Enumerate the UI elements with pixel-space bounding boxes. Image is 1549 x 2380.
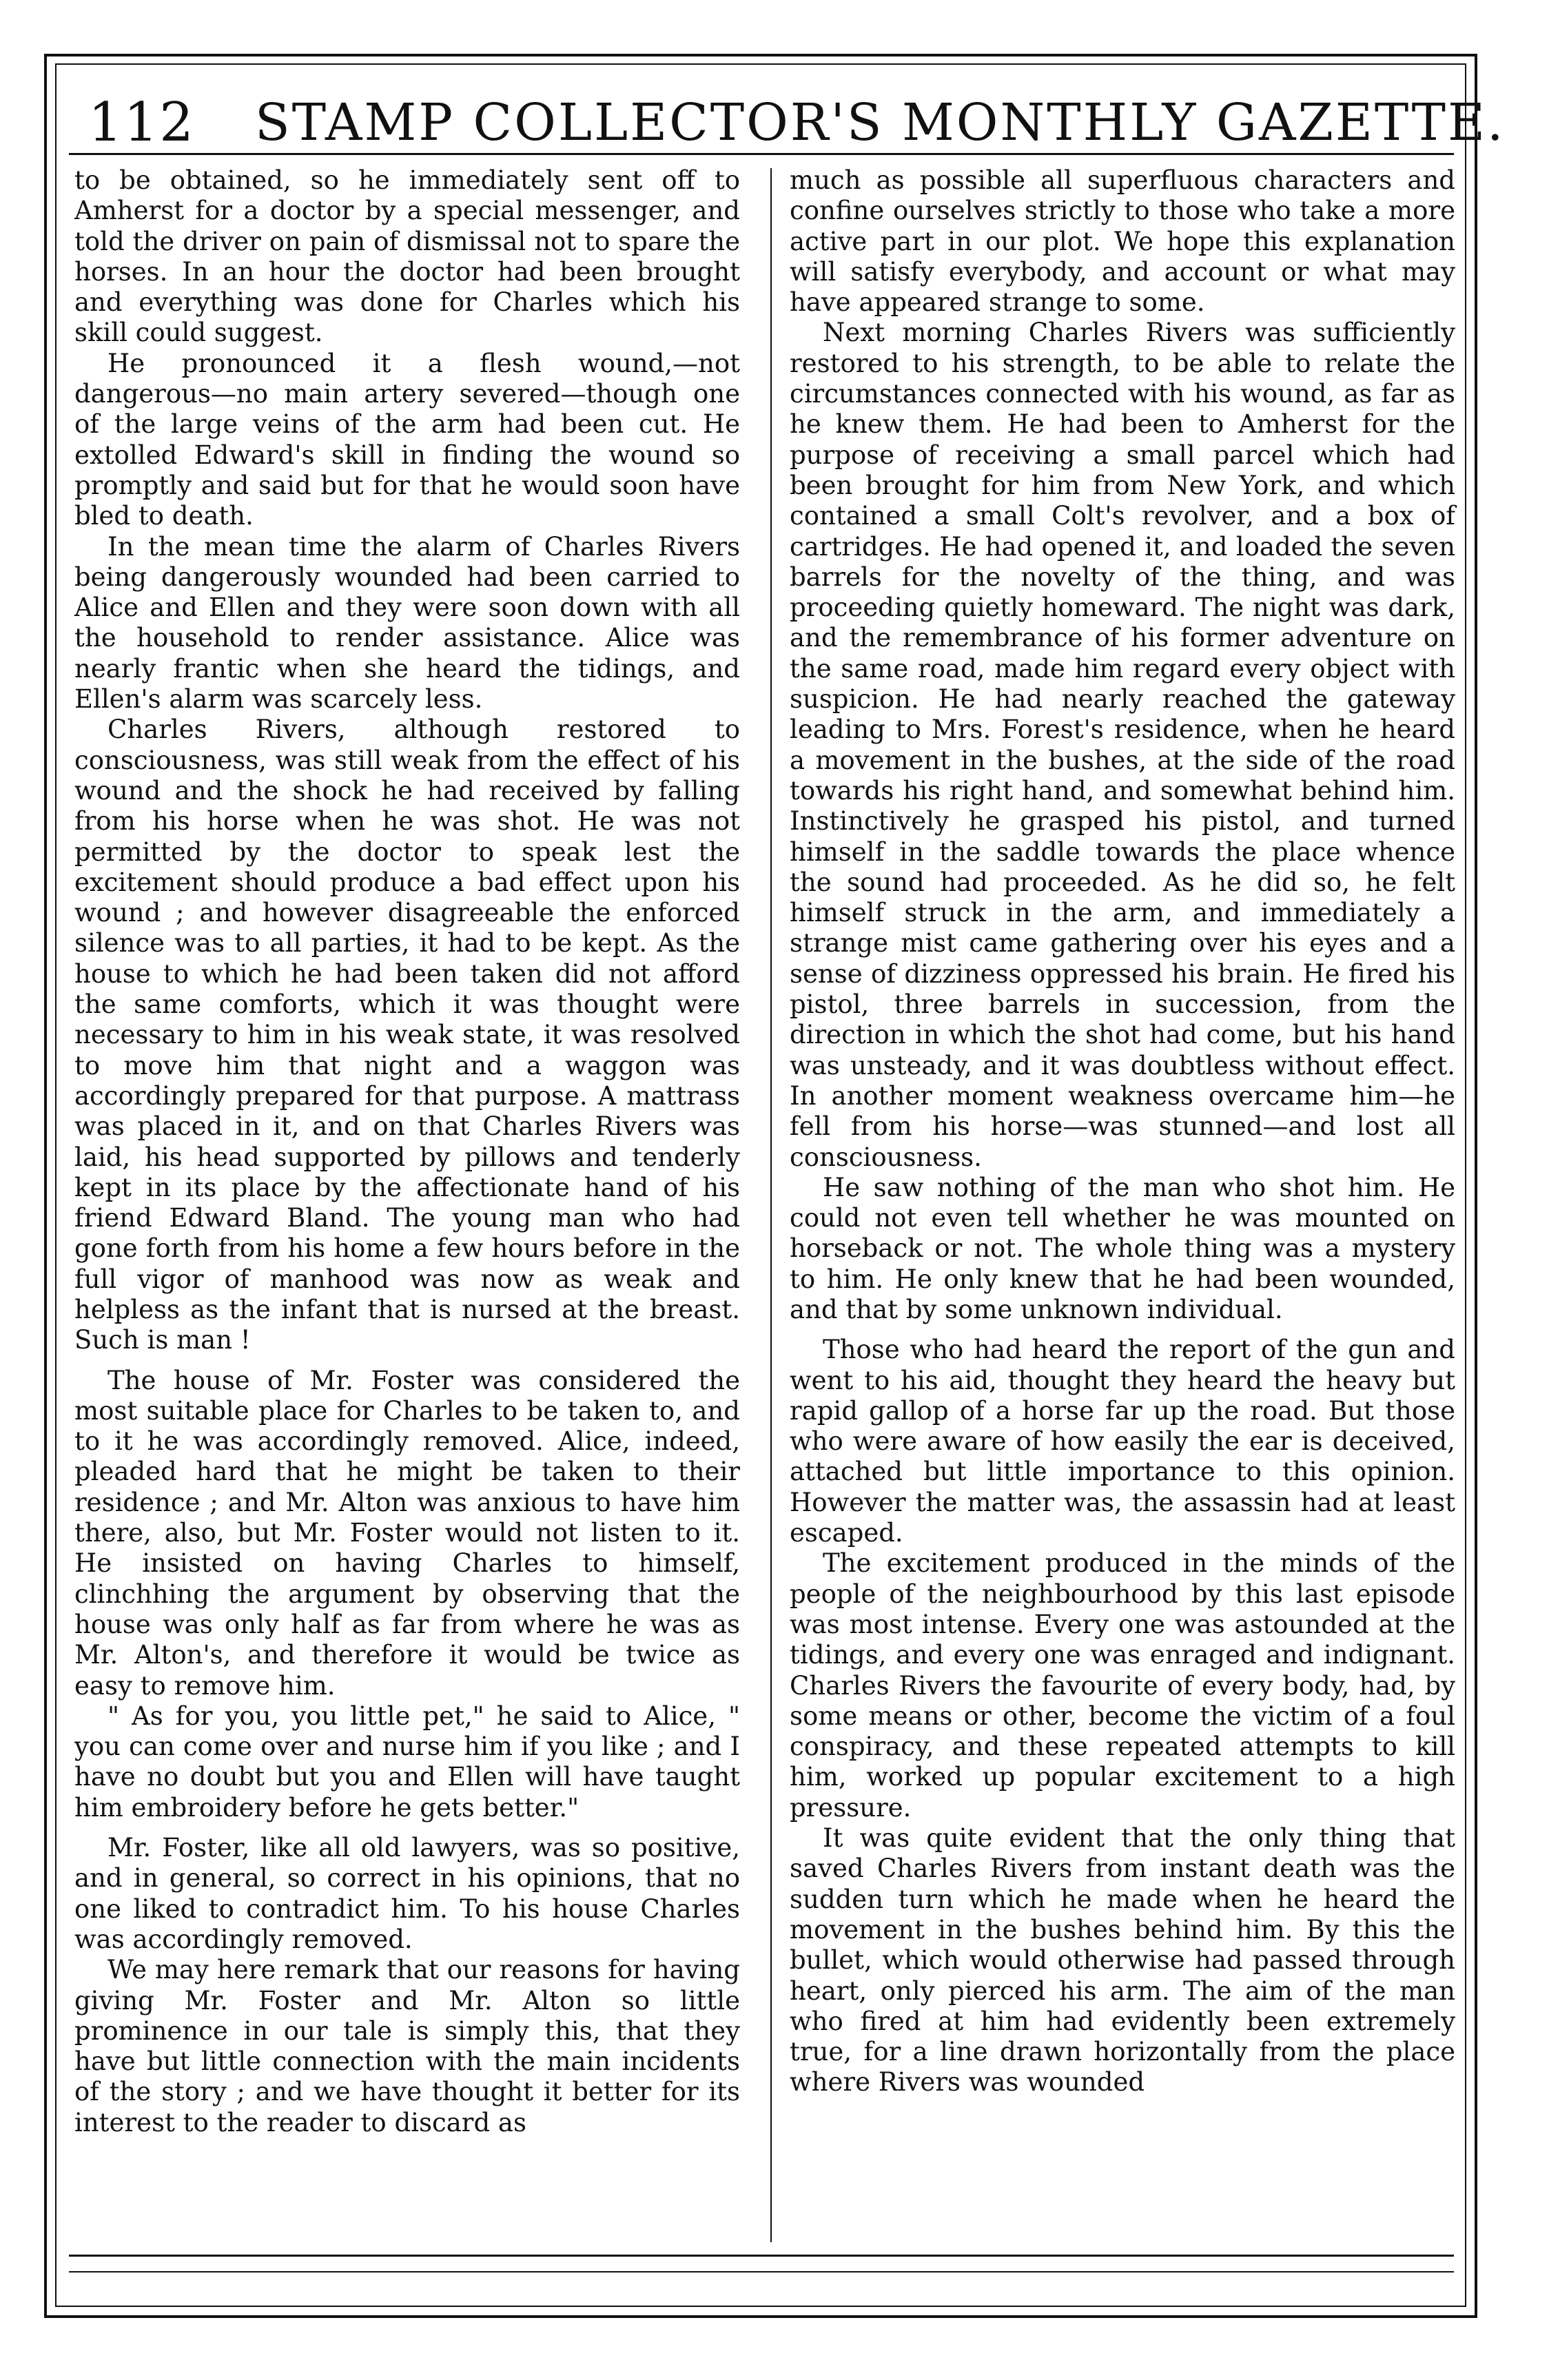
footer-rule-double — [69, 2271, 1454, 2273]
right-paragraph-6: It was quite evident that the only thing that saved Charles Rivers from instant death was the sudden turn which he made when he heard the movement in the bushes behind him. By this the bullet, which would otherwise had passed through heart, only pierced his arm. The aim of the man who fired at him had evidently been extremely true, for a line drawn horizontally from the place where Rivers was wounded — [790, 1823, 1455, 2097]
left-paragraph-6: " As for you, you little pet," he said to Alice, " you can come over and nurse him if you like ; and I have no doubt but you and Ellen will have taught him embroidery before he gets better." — [74, 1701, 740, 1823]
page-number: 112 — [88, 92, 195, 154]
footer-rule — [69, 2255, 1454, 2257]
header-rule — [69, 153, 1454, 155]
right-paragraph-4: Those who had heard the report of the gun and went to his aid, thought they heard the heavy but rapid gallop of a horse far up the road. But those who were aware of how easily the ear is deceived, attached but little importance to this opinion. However the matter was, the assassin had at least escaped. — [790, 1335, 1455, 1548]
left-paragraph-4: Charles Rivers, although restored to consciousness, was still weak from the effect of his wound and the shock he had received by falling from his horse when he was shot. He was not permitted by the doctor to speak lest the excitement should produce a bad effect upon his wound ; and however disagreeable the enforced silence was to all parties, it had to be kept. As the house to which he had been taken did not afford the same comforts, which it was thought were necessary to him in his weak state, it was resolved to move him that night and a waggon was accordingly prepared for that purpose. A mattrass was placed in it, and on that Charles Rivers was laid, his head supported by pillows and tenderly kept in its place by the affectionate hand of his friend Edward Bland. The young man who had gone forth from his home a few hours before in the full vigor of manhood was now as weak and helpless as the infant that is nursed at the breast. Such is man ! — [74, 715, 740, 1355]
gazette-title: STAMP COLLECTOR'S MONTHLY GAZETTE. — [255, 93, 1506, 152]
right-paragraph-2: Next morning Charles Rivers was sufficiently restored to his strength, to be able to relate the circumstances connected with his wound, as far as he knew them. He had been to Amherst for the purpose of receiving a small parcel which had been brought for him from New York, and which contained a small Colt's revolver, and a box of cartridges. He had opened it, and loaded the seven barrels for the novelty of the thing, and was proceeding quietly homeward. The night was dark, and the remembrance of his former adventure on the same road, made him regard every object with suspicion. He had nearly reached the gateway leading to Mrs. Forest's residence, when he heard a movement in the bushes, at the side of the road towards his right hand, and somewhat behind him. Instinctively he grasped his pistol, and turned himself in the saddle towards the place whence the sound had proceeded. As he did so, he felt himself struck in the arm, and immediately a strange mist came gathering over his eyes and a sense of dizziness oppressed his brain. He fired his pistol, three barrels in succession, from the direction in which the shot had come, but his hand was unsteady, and it was doubtless without effect. In another moment weakness overcame him—he fell from his horse—was stunned—and lost all consciousness. — [790, 318, 1455, 1172]
left-paragraph-5: The house of Mr. Foster was considered the most suitable place for Charles to be taken to, and to it he was accordingly removed. Alice, indeed, pleaded hard that he might be taken to their residence ; and Mr. Alton was anxious to have him there, also, but Mr. Foster would not listen to it. He insisted on having Charles to himself, clinchhing the argument by observing that the house was only half as far from where he was as Mr. Alton's, and therefore it would be twice as easy to remove him. — [74, 1365, 740, 1701]
right-column — [790, 165, 1455, 2098]
left-paragraph-1: to be obtained, so he immediately sent off to Amherst for a doctor by a special messenger, and told the driver on pain of dismissal not to spare the horses. In an hour the doctor had been brought and everything was done for Charles which his skill could suggest. — [74, 165, 740, 348]
page-header — [69, 81, 1506, 164]
right-paragraph-1: much as possible all superfluous characters and confine ourselves strictly to those who take a more active part in our plot. We hope this explanation will satisfy everybody, and account or what may have appeared strange to some. — [790, 165, 1455, 318]
column-divider — [770, 168, 772, 2242]
right-paragraph-5: The excitement produced in the minds of the people of the neighbourhood by this last episode was most intense. Every one was astounded at the tidings, and every one was enraged and indignant. Charles Rivers the favourite of every body, had, by some means or other, become the victim of a foul conspiracy, and these repeated attempts to kill him, worked up popular excitement to a high pressure. — [790, 1548, 1455, 1823]
left-paragraph-8: We may here remark that our reasons for having giving Mr. Foster and Mr. Alton so little prominence in our tale is simply this, that they have but little connection with the main incidents of the story ; and we have thought it better for its interest to the reader to discard as — [74, 1955, 740, 2137]
left-column — [74, 165, 740, 2138]
left-paragraph-2: He pronounced it a flesh wound,—not dangerous—no main artery severed—though one of the large veins of the arm had been cut. He extolled Edward's skill in finding the wound so promptly and said but for that he would soon have bled to death. — [74, 348, 740, 531]
left-paragraph-3: In the mean time the alarm of Charles Rivers being dangerously wounded had been carried to Alice and Ellen and they were soon down with all the household to render assistance. Alice was nearly frantic when she heard the tidings, and Ellen's alarm was scarcely less. — [74, 531, 740, 715]
left-paragraph-7: Mr. Foster, like all old lawyers, was so positive, and in general, so correct in his opinions, that no one liked to contradict him. To his house Charles was accordingly removed. — [74, 1833, 740, 1954]
right-paragraph-3: He saw nothing of the man who shot him. He could not even tell whether he was mounted on horseback or not. The whole thing was a mystery to him. He only knew that he had been wounded, and that by some unknown individual. — [790, 1172, 1455, 1324]
